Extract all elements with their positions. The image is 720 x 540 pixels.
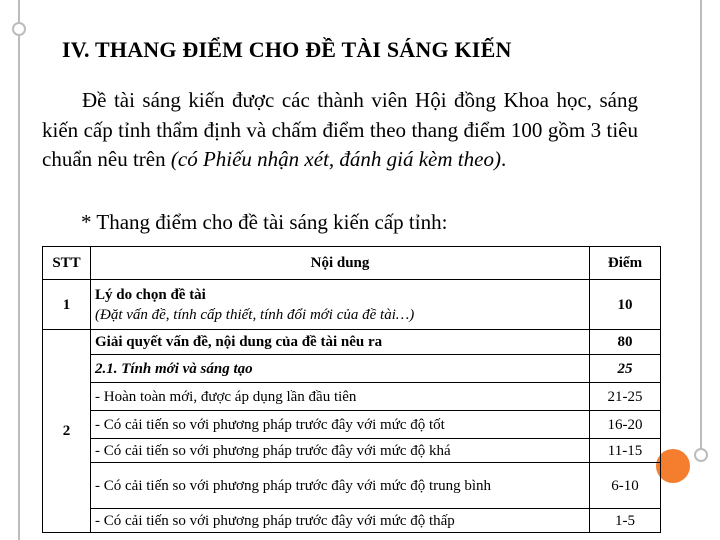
row-points: 10 bbox=[590, 280, 661, 330]
table-row bbox=[43, 411, 661, 439]
row-points: 80 bbox=[590, 330, 661, 355]
table-row bbox=[43, 280, 661, 330]
row-content: 2.1. Tính mới và sáng tạo bbox=[91, 355, 590, 383]
table-row bbox=[43, 463, 661, 509]
score-table bbox=[42, 246, 661, 533]
row-content: Giải quyết vấn đề, nội dung của đề tài nêu ra bbox=[91, 330, 590, 355]
orange-circle-decoration bbox=[656, 449, 690, 483]
row-points: 11-15 bbox=[590, 439, 661, 463]
right-frame-line bbox=[700, 0, 702, 460]
section-subtitle: * Thang điểm cho đề tài sáng kiến cấp tỉnh: bbox=[81, 210, 448, 234]
row-content: - Hoàn toàn mới, được áp dụng lần đầu tiên bbox=[91, 383, 590, 411]
intro-text: Đề tài sáng kiến được các thành viên Hội đồng Khoa học, sáng kiến cấp tỉnh thẩm định và chấm điểm theo thang điểm 100 gồm 3 tiêu chuẩn nêu trên bbox=[42, 88, 638, 171]
table-header-row bbox=[43, 247, 661, 280]
frame-dot-top bbox=[12, 22, 26, 36]
row-points: 1-5 bbox=[590, 509, 661, 533]
row-content: - Có cải tiến so với phương pháp trước đây với mức độ trung bình bbox=[91, 463, 590, 509]
row-stt: 1 bbox=[43, 280, 91, 330]
row-points: 21-25 bbox=[590, 383, 661, 411]
intro-end: . bbox=[500, 147, 507, 171]
row-content: - Có cải tiến so với phương pháp trước đây với mức độ tốt bbox=[91, 411, 590, 439]
row-content bbox=[91, 280, 590, 330]
row-content-title: Lý do chọn đề tài bbox=[95, 286, 206, 303]
header-content: Nội dung bbox=[91, 247, 590, 280]
intro-italic-note: (có Phiếu nhận xét, đánh giá kèm theo) bbox=[170, 147, 501, 171]
table-row bbox=[43, 383, 661, 411]
left-frame-line bbox=[18, 0, 20, 540]
row-content-note: (Đặt vấn đề, tính cấp thiết, tính đổi mới của đề tài…) bbox=[95, 306, 415, 323]
row-points: 16-20 bbox=[590, 411, 661, 439]
row-content: - Có cải tiến so với phương pháp trước đây với mức độ khá bbox=[91, 439, 590, 463]
intro-paragraph bbox=[42, 86, 638, 175]
header-points: Điểm bbox=[590, 247, 661, 280]
table-row bbox=[43, 355, 661, 383]
table-row bbox=[43, 509, 661, 533]
row-stt: 2 bbox=[43, 330, 91, 533]
page-title: IV. THANG ĐIỂM CHO ĐỀ TÀI SÁNG KIẾN bbox=[62, 37, 512, 62]
table-row bbox=[43, 330, 661, 355]
header-stt: STT bbox=[43, 247, 91, 280]
row-points: 6-10 bbox=[590, 463, 661, 509]
row-content: - Có cải tiến so với phương pháp trước đây với mức độ thấp bbox=[91, 509, 590, 533]
row-points: 25 bbox=[590, 355, 661, 383]
frame-dot-bottom bbox=[694, 448, 708, 462]
table-row bbox=[43, 439, 661, 463]
